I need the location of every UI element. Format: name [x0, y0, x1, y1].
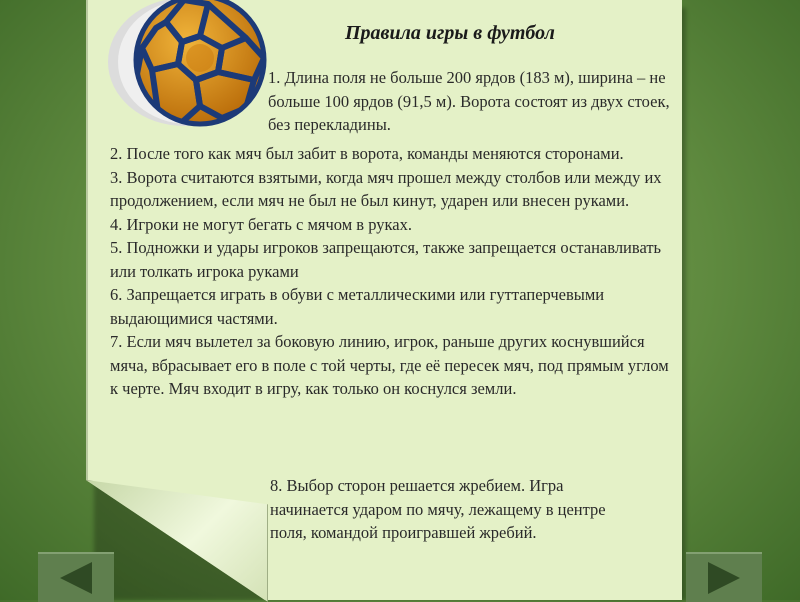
page-title: Правила игры в футбол — [345, 22, 555, 44]
rule-3-text: 3. Ворота считаются взятыми, когда мяч прошел между столбов или между их продолжением, если мяч не был не был кинут, ударен или внесен руками. — [110, 167, 662, 210]
rule-4-text: 4. Игроки не могут бегать с мячом в руках. — [110, 214, 412, 234]
rule-7-text: 7. Если мяч вылетел за боковую линию, игрок, раньше других коснувшийся мяча, вбрасывает его в поле с той черты, где её пересек мяч, под прямым углом к черте. Мяч входит в игру, как только он коснулся земли. — [110, 332, 669, 398]
soccer-ball-icon — [96, 0, 276, 130]
rule-6-text: 6. Запрещается играть в обуви с металлическими или гуттаперчевыми выдающимися частями. — [110, 285, 605, 328]
next-slide-button[interactable] — [686, 552, 762, 602]
arrow-right-icon — [704, 560, 744, 596]
rule-1-text: 1. Длина поля не больше 200 ярдов (183 м), ширина – не больше 100 ярдов (91,5 м). Ворота состоят из двух стоек, без перекладины. — [268, 68, 670, 134]
rule-2-text: 2. После того как мяч был забит в ворота, команды меняются сторонами. — [110, 144, 624, 163]
arrow-left-icon — [56, 560, 96, 596]
rules-list — [110, 142, 670, 401]
rule-8-text: 8. Выбор сторон решается жребием. Игра начинается ударом по мячу, лежащему в центре поля, командой проигравшей жребий. — [270, 476, 606, 542]
rule-5-text: 5. Подножки и удары игроков запрещаются, также запрещается останавливать или толкать игрока руками — [110, 238, 662, 281]
previous-slide-button[interactable] — [38, 552, 114, 602]
